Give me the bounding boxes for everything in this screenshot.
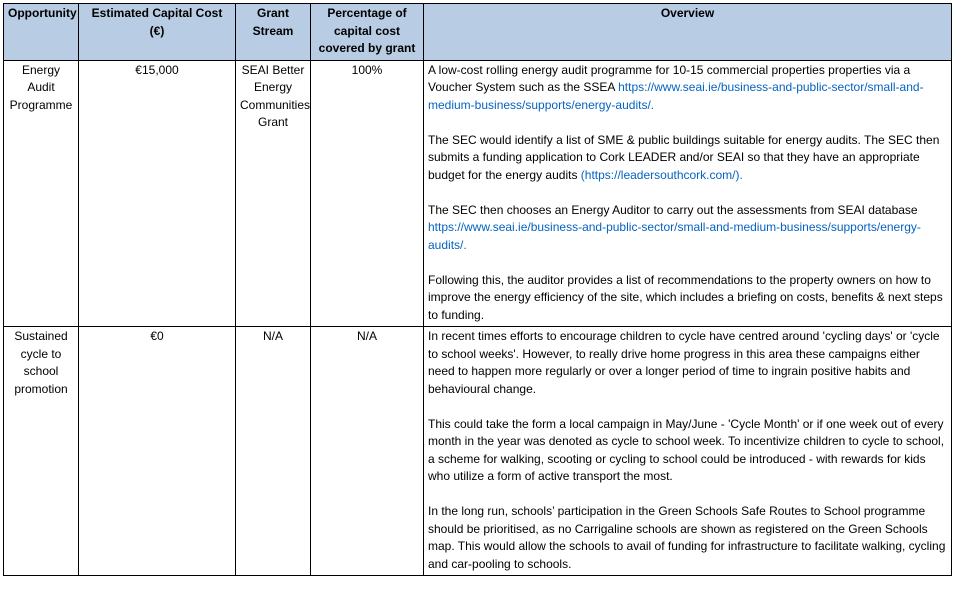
overview-cell <box>424 60 952 327</box>
opportunity-cell: Energy Audit Programme <box>4 60 79 327</box>
leader-south-cork-link[interactable]: (https://leadersouthcork.com/). <box>580 167 743 182</box>
overview-paragraph <box>428 62 947 115</box>
header-opportunity: Opportunity <box>4 4 79 61</box>
table-row <box>4 60 952 327</box>
grant-stream-cell: N/A <box>236 327 311 576</box>
table-row <box>4 327 952 576</box>
overview-paragraph <box>428 328 947 398</box>
cost-cell: €15,000 <box>79 60 236 327</box>
paragraph-text: In recent times efforts to encourage children to cycle have centred around 'cycling days' or 'cycle to school weeks'. However, to really drive home progress in this area these campaigns either need to happen more regularly or over a longer period of time to ingrain positive habits and behavioural change. <box>428 329 940 396</box>
seai-database-link[interactable]: https://www.seai.ie/business-and-public-sector/small-and-medium-business/supports/energy-audits/. <box>428 220 921 252</box>
cost-cell: €0 <box>79 327 236 576</box>
header-row <box>4 4 952 61</box>
paragraph-text: In the long run, schools’ participation in the Green Schools Safe Routes to School programme should be prioritised, as no Carrigaline schools are shown as registered on the Green Schools map. This would allow the schools to avail of funding for infrastructure to facilitate walking, cycling and car-pooling to schools. <box>428 504 946 571</box>
seai-energy-audits-link[interactable]: https://www.seai.ie/business-and-public-sector/small-and-medium-business/supports/energy-audits/. <box>428 80 924 112</box>
paragraph-text: A low-cost rolling energy audit programme for 10-15 commercial properties properties via a Voucher System such as the SSEA <box>428 62 911 94</box>
percentage-cell: N/A <box>311 327 424 576</box>
header-grant-stream: Grant Stream <box>236 4 311 61</box>
opportunity-cell: Sustained cycle to school promotion <box>4 327 79 576</box>
overview-paragraph <box>428 503 947 573</box>
overview-paragraph <box>428 202 947 255</box>
overview-paragraph <box>428 272 947 325</box>
paragraph-text: This could take the form a local campaign in May/June - 'Cycle Month' or if one week out of every month in the year was denoted as cycle to school week. To incentivize children to cycle to school, a scheme for walking, scooting or cycling to school could be introduced - with rewards for kids who utilize a form of active transport the most. <box>428 416 945 483</box>
paragraph-text: The SEC then chooses an Energy Auditor to carry out the assessments from SEAI database <box>428 202 918 217</box>
opportunities-table <box>3 3 952 576</box>
overview-paragraph <box>428 132 947 185</box>
overview-paragraph <box>428 416 947 486</box>
header-overview: Overview <box>424 4 952 61</box>
paragraph-text: Following this, the auditor provides a list of recommendations to the property owners on how to improve the energy efficiency of the site, which includes a briefing on costs, benefits & next steps to funding. <box>428 272 943 322</box>
paragraph-text: The SEC would identify a list of SME & public buildings suitable for energy audits. The SEC then submits a funding application to Cork LEADER and/or SEAI so that they have an appropriate budget for the energy audits <box>428 132 940 182</box>
percentage-cell: 100% <box>311 60 424 327</box>
header-cost: Estimated Capital Cost (€) <box>79 4 236 61</box>
header-percentage: Percentage of capital cost covered by grant <box>311 4 424 61</box>
grant-stream-cell: SEAI Better Energy Communities Grant <box>236 60 311 327</box>
overview-cell <box>424 327 952 576</box>
